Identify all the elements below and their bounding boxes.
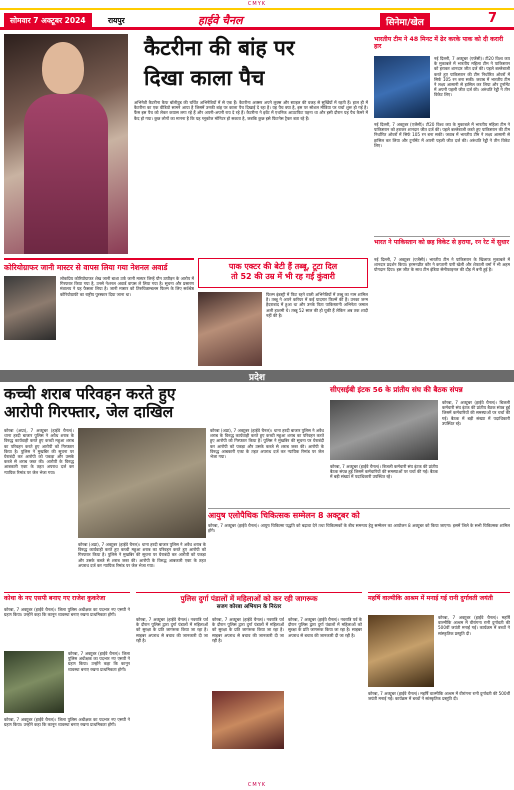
masthead xyxy=(0,8,514,30)
issue-date: सोमवार 7 अक्टूबर 2024 xyxy=(4,13,92,29)
city-name: रायपुर xyxy=(108,16,125,25)
pak-actor-headline-line2: तो 52 की उम्र में भी रह गईं कुंवारी xyxy=(231,271,335,281)
police-body-c: कोरबा, 7 अक्टूबर (हाईवे चैनल)। नवरात्रि पर्व के दौरान पुलिस द्वारा दुर्गा पंडालों में महिलाओं को सुरक्षा के प्रति जागरूक किया जा रहा है। साइबर अपराध से बचाव की जानकारी दी जा रही है। xyxy=(288,617,362,638)
lead-photo-face xyxy=(42,42,84,94)
sports-top-body-b: नई दिल्ली, 7 अक्टूबर (एजेंसी)। टी20 विश्व कप के मुकाबले में भारतीय महिला टीम ने पाकिस्तान को हराकर शानदार जीत दर्ज की। पहले बल्लेबाजी करते हुए पाकिस्तान की टीम निर्धारित ओवरों में सिर्फ 105 रन बना सकी। जवाब में भारतीय टीम ने लक्ष्य आसानी से हासिल कर लिया और टूर्नामेंट में अपनी पहली जीत दर्ज की। अरुंधति रेड्डी ने तीन विकेट लिए। xyxy=(374,122,510,148)
liquor-body-col2: कोरबा (अप्रा), 7 अक्टूबर (हाईवे चैनल)। थाना हरदी बाजार पुलिस ने अवैध शराब के विरुद्ध कार्यवाही करते हुए कच्ची महुआ शराब का परिवहन करते हुए आरोपी को गिरफ्तार किया है। पुलिस ने मुखबिर की सूचना पर घेराबंदी कर आरोपी को पकड़ा और उसके कब्जे से शराब जब्त की। आरोपी के विरुद्ध आबकारी एक्ट के तहत अपराध दर्ज कर न्यायिक रिमांड पर जेल भेजा गया। xyxy=(210,428,324,460)
sports-mid-story xyxy=(374,236,510,366)
lead-headline-line1: कैटरीना की बांह पर xyxy=(144,36,295,60)
sports-top-story xyxy=(374,36,510,232)
valmiki-body-a: कोरबा, 7 अक्टूबर (हाईवे चैनल)। महर्षि वाल्मीकि आश्रम में वीरांगना रानी दुर्गावती की 500वीं जयंती मनाई गई। कार्यक्रम में बच्चों ने सांस्कृतिक प्रस्तुति दी। xyxy=(438,615,510,636)
kotwa-body-a: कोरबा, 7 अक्टूबर (हाईवे चैनल)। जिला पुलिस अधीक्षक का पदभार नए एसपी ने ग्रहण किया। उन्होंने कहा कि कानून व्यवस्था बनाए रखना प्राथमिकता होगी। xyxy=(4,607,130,618)
cbse-photo xyxy=(330,400,438,460)
lead-story xyxy=(4,34,368,254)
award-photo xyxy=(4,276,56,340)
cmyk-top-label: CMYK xyxy=(247,1,267,7)
kotwa-body-c: कोरबा, 7 अक्टूबर (हाईवे चैनल)। जिला पुलिस अधीक्षक का पदभार नए एसपी ने ग्रहण किया। उन्होंने कहा कि कानून व्यवस्था बनाए रखना प्राथमिकता होगी। xyxy=(4,717,130,728)
valmiki-body-b: कोरबा, 7 अक्टूबर (हाईवे चैनल)। महर्षि वाल्मीकि आश्रम में वीरांगना रानी दुर्गावती की 500वीं जयंती मनाई गई। कार्यक्रम में बच्चों ने सांस्कृतिक प्रस्तुति दी। xyxy=(368,691,510,702)
cbse-body-b: कोरबा, 7 अक्टूबर (हाईवे चैनल)। बिजली कर्मचारी संघ इंटक की प्रांतीय बैठक संपन्न हुई जिसमें कर्मचारियों की समस्याओं पर चर्चा की गई। बैठक में बड़ी संख्या में पदाधिकारी उपस्थित रहे। xyxy=(330,464,438,480)
cbse-headline: सीएसईबी इंटक 56 के प्रांतीय संघ की बैठक संपन्न xyxy=(330,385,463,394)
sports-top-body-a: नई दिल्ली, 7 अक्टूबर (एजेंसी)। टी20 विश्व कप के मुकाबले में भारतीय महिला टीम ने पाकिस्तान को हराकर शानदार जीत दर्ज की। पहले बल्लेबाजी करते हुए पाकिस्तान की टीम निर्धारित ओवरों में सिर्फ 105 रन बना सकी। जवाब में भारतीय टीम ने लक्ष्य आसानी से हासिल कर लिया और टूर्नामेंट में अपनी पहली जीत दर्ज की। अरुंधति रेड्डी ने तीन विकेट लिए। xyxy=(434,56,510,98)
police-awareness-story xyxy=(136,592,362,778)
pak-actor-body: फिल्म इंडस्ट्री में फिट रहने वाली अभिनेत्रियों में तब्बू का नाम शामिल है। तब्बू ने अपने करियर में कई यादगार फिल्में की हैं। उनका जन्म हैदराबाद में हुआ था और उनके पिता पाकिस्तानी अभिनेता जमाल अली हाशमी थे। तब्बू 52 साल की हो चुकी हैं लेकिन अब तक शादी नहीं की है। xyxy=(266,292,368,318)
pradesh-section-bar xyxy=(0,370,514,382)
police-body-b: कोरबा, 7 अक्टूबर (हाईवे चैनल)। नवरात्रि पर्व के दौरान पुलिस द्वारा दुर्गा पंडालों में महिलाओं को सुरक्षा के प्रति जागरूक किया जा रहा है। साइबर अपराध से बचाव की जानकारी दी जा रही है। xyxy=(212,617,284,643)
cbse-meeting-story xyxy=(330,386,510,504)
ayush-body: कोरबा, 7 अक्टूबर (हाईवे चैनल)। आयुष चिकित्सा पद्धति को बढ़ावा देने तथा चिकित्सकों के बीच समन्वय हेतु सम्मेलन का आयोजन 8 अक्टूबर को किया जाएगा। इसमें जिले के सभी चिकित्सक शामिल होंगे। xyxy=(208,523,510,534)
sports-mid-headline: भारत ने पाकिस्तान को छह विकेट से हराया, रन रेट में सुधार xyxy=(374,239,510,246)
ayush-story xyxy=(208,508,510,586)
liquor-headline-line2: आरोपी गिरफ्तार, जेल दाखिल xyxy=(4,402,174,421)
sports-mid-body: नई दिल्ली, 7 अक्टूबर (एजेंसी)। भारतीय टीम ने पाकिस्तान के खिलाफ मुकाबले में शानदार प्रदर्शन किया। हरमनप्रीत कौर ने कप्तानी पारी खेली और शेफाली वर्मा ने भी अहम योगदान दिया। इस जीत के साथ टीम इंडिया सेमीफाइनल की दौड़ में बनी हुई है। xyxy=(374,257,510,273)
police-subheadline: सजग कोरबा अभियान के निरंतर xyxy=(216,603,282,610)
pak-actor-headline-box xyxy=(198,258,368,288)
ayush-headline: आयुष एलोपैथिक चिकित्सक सम्मेलन 8 अक्टूबर को xyxy=(208,511,360,520)
page-number: 7 xyxy=(488,11,498,26)
police-photo xyxy=(212,691,284,749)
liquor-photo-caption: कोरबा (अप्रा), 7 अक्टूबर (हाईवे चैनल)। थाना हरदी बाजार पुलिस ने अवैध शराब के विरुद्ध कार्यवाही करते हुए कच्ची महुआ शराब का परिवहन करते हुए आरोपी को गिरफ्तार किया है। पुलिस ने मुखबिर की सूचना पर घेराबंदी कर आरोपी को पकड़ा और उसके कब्जे से शराब जब्त की। आरोपी के विरुद्ध आबकारी एक्ट के तहत अपराध दर्ज कर न्यायिक रिमांड पर जेल भेजा गया। xyxy=(78,542,206,568)
pak-actor-story xyxy=(198,258,368,366)
lead-photo-outfit xyxy=(24,94,108,254)
lead-headline-line2: दिखा काला पैच xyxy=(144,66,265,90)
lead-body: अभिनेत्री कैटरीना कैफ बॉलीवुड की चर्चित अभिनेत्रियों में से एक हैं। कैटरीना अक्सर अपने लुक्स और स्टाइल की वजह से सुर्खियों में रहती हैं। हाल ही में कैटरीना का एक वीडियो सामने आया है जिसमें उनकी बांह पर काला पैच दिखाई दे रहा है। यह पैच क्या है, इस पर सोशल मीडिया पर चर्चा शुरू हो गई है। फैंस इस पैच को लेकर कयास लगा रहे हैं और अपनी-अपनी राय दे रहे हैं। कैटरीना ने इवेंट में एथनिक आउटफिट पहना था और इसी दौरान यह पैच कैमरे में कैद हो गया। कुछ लोगों का मानना है कि यह ग्लूकोज मॉनिटर हो सकता है, जबकि कुछ इसे फिटनेस ट्रैकर बता रहे हैं। xyxy=(134,100,368,121)
lead-photo xyxy=(4,34,128,254)
award-body: लोकप्रिय कोरियोग्राफर शेख जानी बाशा उर्फ जानी मास्टर जिन्हें यौन उत्पीड़न के आरोप में गिरफ्तार किया गया है, उनसे नेशनल अवार्ड वापस ले लिया गया है। सूचना और प्रसारण मंत्रालय ने यह फैसला लिया है। जानी मास्टर को तिरुचित्राम्बलम फिल्म के लिए सर्वश्रेष्ठ कोरियोग्राफी का राष्ट्रीय पुरस्कार दिया जाना था। xyxy=(60,276,194,297)
liquor-headline-line1: कच्ची शराब परिवहन करते हुए xyxy=(4,385,176,403)
kotwa-sp-story xyxy=(4,592,130,778)
liquor-photo xyxy=(78,428,206,538)
police-headline: पुलिस दुर्गा पंडालों में महिलाओं को कर रही जागरूक xyxy=(180,594,318,603)
valmiki-photo xyxy=(368,615,434,687)
award-headline: कोरियोग्राफर जानी मास्टर से वापस लिया गया नेशनल अवार्ड xyxy=(4,263,168,272)
police-body-a: कोरबा, 7 अक्टूबर (हाईवे चैनल)। नवरात्रि पर्व के दौरान पुलिस द्वारा दुर्गा पंडालों में महिलाओं को सुरक्षा के प्रति जागरूक किया जा रहा है। साइबर अपराध से बचाव की जानकारी दी जा रही है। xyxy=(136,617,208,643)
pradesh-label: प्रदेश xyxy=(248,373,266,383)
kotwa-headline: कोथा के नए एसपी बनाए गए राजेश कुकरेजा xyxy=(4,595,106,602)
kotwa-photo xyxy=(4,651,64,713)
cmyk-bottom-label: CMYK xyxy=(247,782,267,788)
sports-top-headline: भारतीय टीम ने 48 मिनट में ढेर करके पाक को दी करारी हार xyxy=(374,36,504,51)
pak-actor-headline-line1: पाक एक्टर की बेटी हैं तब्बू, टूटा दिल xyxy=(228,262,338,271)
liquor-body-col1: कोरबा (अप्रा), 7 अक्टूबर (हाईवे चैनल)। थाना हरदी बाजार पुलिस ने अवैध शराब के विरुद्ध कार्यवाही करते हुए कच्ची महुआ शराब का परिवहन करते हुए आरोपी को गिरफ्तार किया है। पुलिस ने मुखबिर की सूचना पर घेराबंदी कर आरोपी को पकड़ा और उसके कब्जे से शराब जब्त की। आरोपी के विरुद्ध आबकारी एक्ट के तहत अपराध दर्ज कर न्यायिक रिमांड पर जेल भेजा गया। xyxy=(4,428,74,475)
valmiki-story xyxy=(368,592,510,778)
newspaper-brand: हाईवे चैनल xyxy=(198,14,243,27)
kotwa-body-b: कोरबा, 7 अक्टूबर (हाईवे चैनल)। जिला पुलिस अधीक्षक का पदभार नए एसपी ने ग्रहण किया। उन्होंने कहा कि कानून व्यवस्था बनाए रखना प्राथमिकता होगी। xyxy=(68,651,130,672)
section-title: सिनेमा/खेल xyxy=(380,13,430,30)
pak-actor-photo xyxy=(198,292,262,366)
sports-top-photo xyxy=(374,56,430,118)
award-story xyxy=(4,258,194,366)
cbse-body-a: कोरबा, 7 अक्टूबर (हाईवे चैनल)। बिजली कर्मचारी संघ इंटक की प्रांतीय बैठक संपन्न हुई जिसमें कर्मचारियों की समस्याओं पर चर्चा की गई। बैठक में बड़ी संख्या में पदाधिकारी उपस्थित रहे। xyxy=(442,400,510,426)
valmiki-headline: महर्षि वाल्मीकि आश्रम में मनाई गई रानी दुर्गावती जयंती xyxy=(368,595,493,602)
